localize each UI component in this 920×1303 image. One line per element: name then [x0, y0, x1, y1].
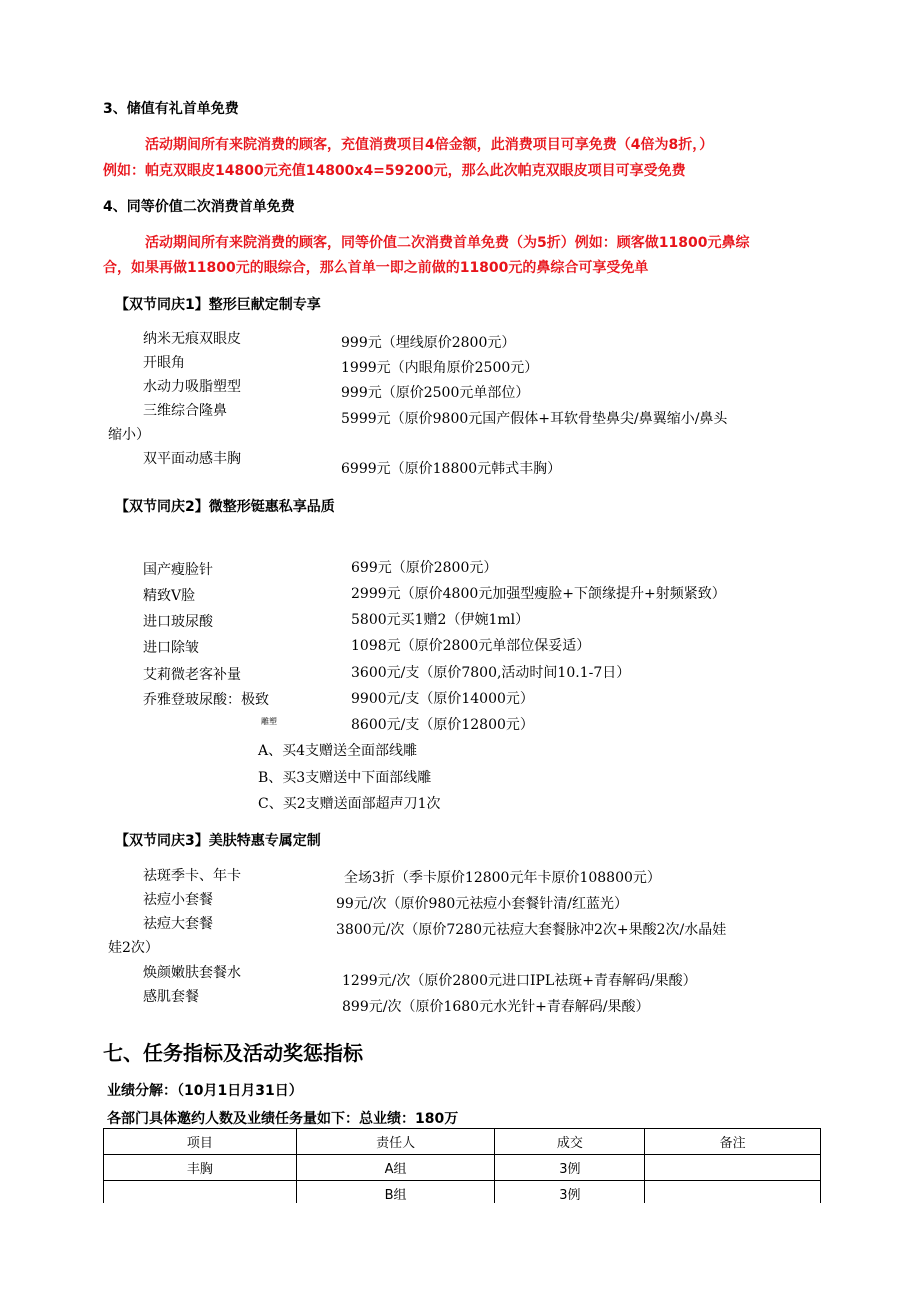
- promo2-item-name: 乔雅登玻尿酸：极致: [143, 692, 269, 708]
- promo2-item-price: 1098元（原价2800元单部位保妥适）: [351, 638, 591, 654]
- promo2-item-name: 国产瘦脸针: [143, 562, 213, 578]
- promo3-item-price: 全场3折（季卡原价12800元年卡原价108800元）: [344, 870, 661, 886]
- promo2-gift: A、买4支赠送全面部线雕: [258, 743, 418, 759]
- section3-heading: 3、储值有礼首单免费: [103, 101, 239, 117]
- table-header-cell: 项目: [104, 1129, 297, 1155]
- promo2-item-price: 3600元/支（原价7800,活动时间10.1-7日）: [351, 665, 631, 681]
- promo2-item-name: 进口除皱: [143, 640, 199, 656]
- promo3-item-name: 祛斑季卡、年卡: [143, 868, 241, 884]
- section3-line1: 活动期间所有来院消费的顾客，充值消费项目4倍金额，此消费项目可享免费（4倍为8折，）: [145, 137, 714, 153]
- table-cell: 丰胸: [104, 1155, 297, 1181]
- promo3-item-price: 1299元/次（原价2800元进口IPL祛斑+青春解码/果酸）: [342, 973, 697, 989]
- table-header-row: [104, 1129, 821, 1155]
- promo1-item-price: 999元（原价2500元单部位）: [341, 385, 530, 401]
- promo1-item-name: 水动力吸脂塑型: [143, 379, 241, 395]
- promo2-gift: B、买3支赠送中下面部线雕: [258, 770, 432, 786]
- page-bottom-mask: [0, 1203, 920, 1303]
- promo1-item-price: 1999元（内眼角原价2500元）: [341, 360, 539, 376]
- promo3-item-name: 感肌套餐: [143, 989, 199, 1005]
- table-header-cell: 成交: [495, 1129, 645, 1155]
- promo3-item-name: 焕颜嫩肤套餐水: [143, 965, 241, 981]
- section7-heading: 七、任务指标及活动奖惩指标: [103, 1041, 363, 1065]
- promo2-item-name: 精致V脸: [143, 588, 196, 604]
- table-header-cell: 备注: [645, 1129, 821, 1155]
- performance-summary: 各部门具体邀约人数及业绩任务量如下：总业绩：180万: [107, 1111, 459, 1127]
- promo2-gift: C、买2支赠送面部超声刀1次: [258, 796, 441, 812]
- table-cell: A组: [296, 1155, 495, 1181]
- promo1-title: 【双节同庆1】整形巨献定制专享: [115, 297, 321, 313]
- promo2-item-price: 2999元（原价4800元加强型瘦脸+下颌缘提升+射频紧致）: [351, 586, 726, 602]
- promo2-item-price: 8600元/支（原价12800元）: [351, 717, 534, 733]
- table-cell: 3例: [495, 1155, 645, 1181]
- table-cell: 3例: [495, 1181, 645, 1207]
- promo3-item-price: 99元/次（原价980元祛痘小套餐针清/红蓝光）: [336, 896, 628, 912]
- promo1-item-price: 5999元（原价9800元国产假体+耳软骨垫鼻尖/鼻翼缩小/鼻头: [341, 411, 728, 427]
- promo1-item-price: 6999元（原价18800元韩式丰胸）: [341, 461, 562, 477]
- promo2-item-price: 699元（原价2800元）: [351, 560, 498, 576]
- performance-breakdown: 业绩分解：（10月1日月31日）: [107, 1083, 303, 1099]
- section4-line1: 活动期间所有来院消费的顾客，同等价值二次消费首单免费（为5折）例如：顾客做11800元鼻综: [145, 235, 750, 251]
- promo1-item-price: 999元（埋线原价2800元）: [341, 335, 516, 351]
- promo3-title: 【双节同庆3】美肤特惠专属定制: [115, 833, 321, 849]
- section4-heading: 4、同等价值二次消费首单免费: [103, 199, 295, 215]
- promo3-item-name: 祛痘小套餐: [143, 892, 213, 908]
- promo1-item-name: 双平面动感丰胸: [143, 451, 241, 467]
- promo2-item-price: 5800元买1赠2（伊婉1ml）: [351, 612, 530, 628]
- table-row: [104, 1155, 821, 1181]
- promo2-item-name-cut: 雕塑: [261, 717, 277, 726]
- promo3-item-name-cont: 娃2次）: [108, 940, 159, 956]
- promo1-item-name: 纳米无痕双眼皮: [143, 331, 241, 347]
- promo1-item-name: 三维综合隆鼻: [143, 403, 227, 419]
- promo1-item-name-cont: 缩小）: [108, 427, 150, 443]
- table-cell: B组: [296, 1181, 495, 1207]
- promo1-item-name: 开眼角: [143, 355, 185, 371]
- promo2-item-name: 进口玻尿酸: [143, 614, 213, 630]
- promo3-item-name: 祛痘大套餐: [143, 916, 213, 932]
- table-cell: [645, 1155, 821, 1181]
- section4-line2: 合，如果再做11800元的眼综合，那么首单一即之前做的11800元的鼻综合可享受免单: [103, 260, 649, 276]
- table-header-cell: 责任人: [296, 1129, 495, 1155]
- promo2-item-name: 艾莉微老客补量: [143, 667, 241, 683]
- promo3-item-price: 899元/次（原价1680元水光针+青春解码/果酸）: [342, 999, 650, 1015]
- section3-line2: 例如：帕克双眼皮14800元充值14800x4=59200元，那么此次帕克双眼皮项目可享受免费: [103, 163, 686, 179]
- promo2-item-price: 9900元/支（原价14000元）: [351, 691, 534, 707]
- promo3-item-price: 3800元/次（原价7280元祛痘大套餐脉冲2次+果酸2次/水晶娃: [336, 922, 727, 938]
- promo2-title: 【双节同庆2】微整形铤惠私享品质: [115, 499, 335, 515]
